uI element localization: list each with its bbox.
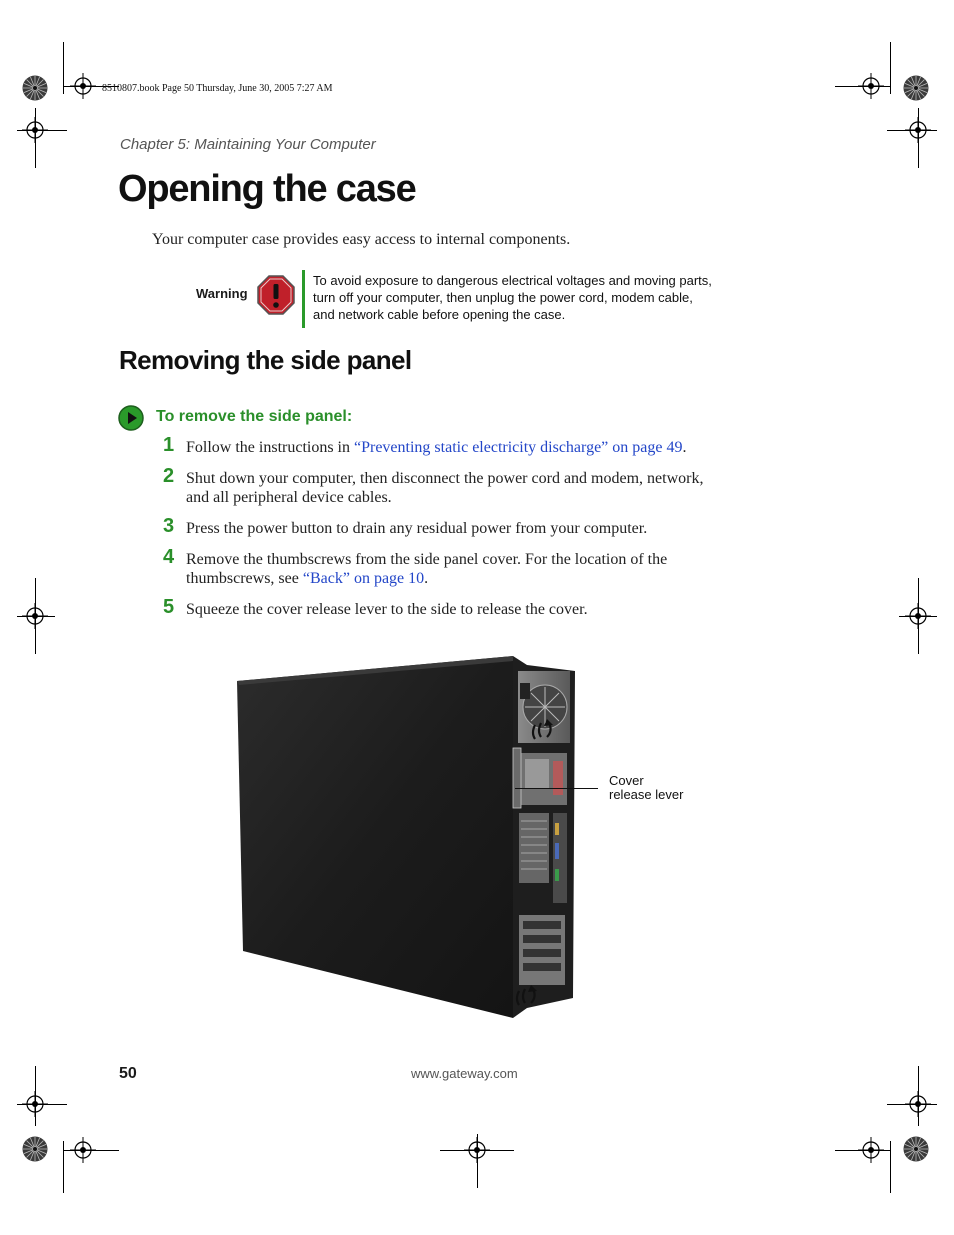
registration-mark-icon (905, 1091, 931, 1117)
step-number: 4 (163, 546, 175, 568)
registration-mark-icon (464, 1137, 490, 1163)
starburst-wheel-icon (903, 75, 929, 101)
warning-divider (302, 270, 305, 328)
registration-mark-icon (70, 1137, 96, 1163)
step-number: 5 (163, 596, 175, 618)
warning-label: Warning (196, 286, 248, 301)
step-text: Follow the instructions in “Preventing static electricity discharge” on page 49. (186, 439, 687, 456)
page-number: 50 (119, 1065, 137, 1082)
registration-mark-icon (22, 1091, 48, 1117)
starburst-wheel-icon (22, 1136, 48, 1162)
registration-mark-icon (70, 73, 96, 99)
registration-mark-icon (858, 1137, 884, 1163)
page-title: Opening the case (118, 168, 416, 210)
step-number: 2 (163, 465, 175, 487)
step-text: Remove the thumbscrews from the side panel cover. For the location of the thumbscrews, see “Back” on page 10. (186, 551, 668, 587)
chapter-header: Chapter 5: Maintaining Your Computer (120, 136, 376, 153)
callout-leader-line (515, 788, 598, 789)
starburst-wheel-icon (903, 1136, 929, 1162)
registration-mark-icon (905, 117, 931, 143)
print-file-info: 8510807.book Page 50 Thursday, June 30, 2005 7:27 AM (102, 83, 333, 94)
step-text: Squeeze the cover release lever to the side to release the cover. (186, 601, 588, 618)
green-play-arrow-icon (118, 405, 144, 431)
computer-case-illustration (235, 653, 580, 1021)
link-preventing-static[interactable]: “Preventing static electricity discharge” on page 49 (354, 439, 683, 456)
procedure-title: To remove the side panel: (156, 408, 353, 425)
step-number: 3 (163, 515, 175, 537)
registration-mark-icon (22, 603, 48, 629)
warning-text: To avoid exposure to dangerous electrical voltages and moving parts, turn off your computer, then unplug the power cord, modem cable, and network cable before opening the case. (313, 273, 712, 322)
starburst-wheel-icon (22, 75, 48, 101)
step-text: Shut down your computer, then disconnect the power cord and modem, network, and all peripheral device cables. (186, 470, 704, 506)
link-back[interactable]: “Back” on page 10 (302, 570, 425, 587)
registration-mark-icon (905, 603, 931, 629)
intro-paragraph: Your computer case provides easy access to internal components. (152, 231, 571, 248)
step-text: Press the power button to drain any residual power from your computer. (186, 520, 648, 537)
registration-mark-icon (858, 73, 884, 99)
section-heading: Removing the side panel (119, 345, 412, 375)
stop-octagon-exclamation-icon (257, 275, 295, 315)
callout-cover-release-lever: Cover release lever (609, 773, 684, 802)
registration-mark-icon (22, 117, 48, 143)
step-number: 1 (163, 434, 175, 456)
footer-url: www.gateway.com (411, 1066, 518, 1081)
